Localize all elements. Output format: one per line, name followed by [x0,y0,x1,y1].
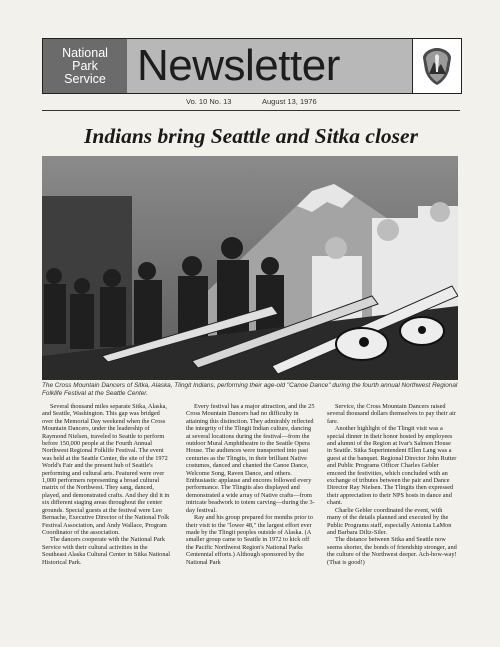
agency-line-national: National [62,45,108,60]
dancers-photo [42,156,458,380]
article-column-2 [186,403,316,566]
paragraph: Service, the Cross Mountain Dancers raised several thousand dollars themselves to pay their air fare. [327,403,456,425]
photo-caption: The Cross Mountain Dancers of Sitka, Alaska, Tlingit Indians, performing their age-old "Canoe Dance" during the fourth annual Northwest Regional Folklife Festival at the Seattle Center. [42,382,458,397]
agency-name-block [43,39,127,93]
paragraph: The dancers cooperate with the National Park Service with their cultural activities in the Southeast Alaska Cultural Center in Sitka National Historical Park. [42,536,171,566]
article-column-1 [42,403,172,566]
paragraph: Several thousand miles separate Sitka, Alaska, and Seattle, Washington. This gap was bridged over the Memorial Day weekend when the Cross Mountain Dancers, under the leadership of Raymond Nielsen, traveled to Seattle to perform before 150,000 people at the Fourth Annual Northwest Regional Folklife Festival. The event was held at the Seattle Center, the site of the 1972 World's Fair and the present hub of Seattle's performing and cultural arts. Featured were over 1,000 performers representing a broad cultural matrix of the Northwest. They sang, danced, played, and demonstrated crafts. And they did it in six different staging areas throughout the center grounds. Special guests at the festival were Leo Bernache, Executive Director of the National Folk Festival Association, and Andy Wallace, Program Coordinator of the association. [42,403,170,536]
paragraph: Every festival has a major attraction, and the 25 Cross Mountain Dancers had no difficulty in attaining this distinction. They admirably reflected the integrity of the Tlingit Indian culture, dancing at several locations during the festival—from the outdoor Mural Amphitheatre to the Seattle Opera House. The audiences were transported into past centuries as the Tlingits, in their brilliant Native costumes, danced and chanted the Canoe Dance, Welcome Song, Raven Dance, and others. Enthusiastic applause and encores followed every performance. The Tlingits also displayed and demonstrated a wide array of Native crafts—from intricate beadwork to totem carving—during the 3-day festival. [186,403,315,514]
headline: Indians bring Seattle and Sitka closer [84,124,418,148]
paragraph: Charlie Gebler coordinated the event, with many of the details planned and executed by the Public Programs staff, especially Antonia LaMon and Barbara Diltz-Siler. [327,506,452,536]
nps-arrowhead-icon [412,39,461,93]
issue-rule [42,110,460,111]
masthead [42,38,462,94]
paragraph: The distance between Sitka and Seattle now seems shorter, the bonds of friendship stronger, and the culture of the Northwest deeper. Ach-how-way! (That is good!) [327,536,457,566]
issue-date: August 13, 1976 [262,97,317,106]
paragraph: Ray and his group prepared for months prior to their visit to the "lower 48," the largest effort ever made by the Tlingit peoples outside of Alaska. (A smaller group came to Seattle in 1972 to kick off the Pacific Northwest Region's National Parks Centennial efforts.) Although sponsored by the National Park [186,514,313,566]
agency-line-service: Service [64,71,106,86]
agency-line-park: Park [72,58,98,73]
paragraph: Another highlight of the Tlingit visit was a special dinner in their honor hosted by employees and alumni of the Region at Ivar's Salmon House in Seattle. Sitka Superintendent Ellen Lang was a guest at the banquet. Regional Director John Rutter and Public Programs Officer Charles Gebler emceed the festivities, which concluded with an exchange of tributes between the pair and Dance Director Ray Nielsen. The Tlingits then expressed their appreciation to their NPS hosts in dance and chant. [327,425,457,507]
masthead-title-panel [127,39,412,93]
issue-line [42,97,460,109]
article-column-3 [327,403,457,566]
newsletter-title: Newsletter [137,41,340,90]
issue-volume: Vo. 10 No. 13 [186,97,232,106]
